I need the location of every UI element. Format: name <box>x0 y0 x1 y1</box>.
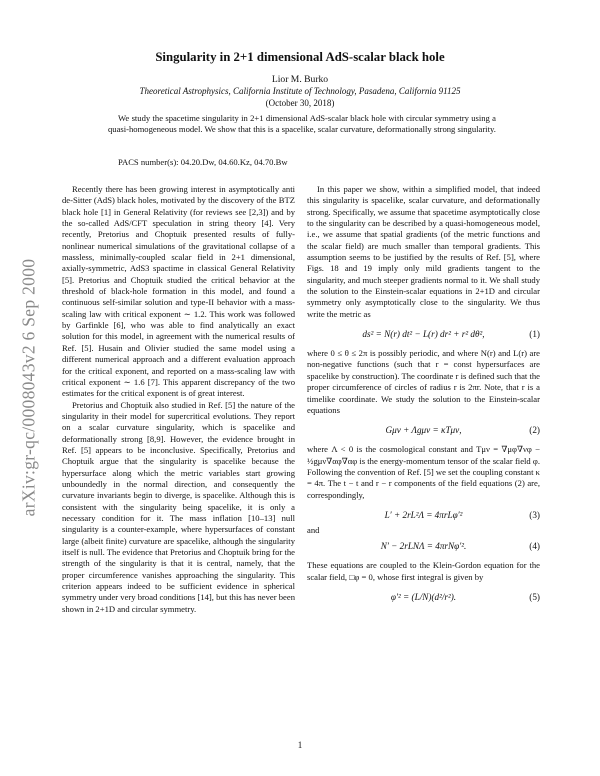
page-number: 1 <box>297 740 303 750</box>
paragraph: Pretorius and Choptuik also studied in Ref. [5] the nature of the singularity in their model for supercritical evolutions. They report on a scalar curvature singularity, which is spacelike and deformationally strong [8,9]. However, the evidence brought in Ref. [5] appears to be inconclusive. Specifically, Pretorius and Choptuik argue that the singularity is spacelike because the hypersurface along which the metric variables start growing unboundedly in the normal direction, and consequently the curvature invariants begin to diverge, is spacelike. Although this is consistent with the singularity being spacelike, it is only a necessary condition for it. The mass inflation [10–13] null singularity is a counter-example, where hypersurfaces of constant large (albeit finite) curvature are spacelike, although the singularity itself is null. The evidence that Pretorius and Choptuik bring for the strength of the singularity is that it is central, namely, that the proper circumference vanishes approaching the singularity. This criterion appears indeed to be sufficient evidence in spherical symmetry under very broad conditions [14], but this has never been shown in 2+1D and circular symmetry. <box>62 399 295 614</box>
equation-1: ds² = N(r) dt² − L(r) dr² + r² dθ², (1) <box>307 324 540 344</box>
paragraph: where 0 ≤ θ ≤ 2π is possibly periodic, and where N(r) and L(r) are non-negative functions (such that r = const hypersurfaces are spacelike by construction). The coordinate r is defined such that the proper circumference of circles of radius r is 2πr. Note, that r is a timelike coordinate. We study the solution to the Einstein-scalar equations <box>307 348 540 415</box>
abstract: We study the spacetime singularity in 2+1 dimensional AdS-scalar black hole with circular symmetry using a quasi-homogeneous model. We show that this is a spacelike, scalar curvature, deformationally strong singularity. <box>108 113 496 135</box>
paper-title: Singularity in 2+1 dimensional AdS-scalar black hole <box>155 50 445 64</box>
equation-number: (1) <box>529 329 540 340</box>
equation-5: φ′² = (L/N)(d²/r²). (5) <box>307 587 540 607</box>
equation-2: Gμν + Λgμν = κTμν, (2) <box>307 420 540 440</box>
pacs-numbers: PACS number(s): 04.20.Dw, 04.60.Kz, 04.70.Bw <box>118 157 288 167</box>
paragraph: where Λ < 0 is the cosmological constant and Tμν = ∇μφ∇νφ − ½gμν∇αφ∇αφ is the energy-momentum tensor of the scalar field φ. Following the convention of Ref. [5] we set the coupling constant κ = 4π. The t − t and r − r components of the field equations (2) are, correspondingly, <box>307 444 540 500</box>
equation-3: L′ + 2rL²Λ = 4πrLφ′² (3) <box>307 505 540 525</box>
paragraph: In this paper we show, within a simplified model, that indeed this singularity is spacelike, scalar curvature, and deformationally strong. Specifically, we assume that spacetime asymptotically close to the singularity can be described by a quasi-homogeneous model, i.e., we assume that spatial gradients (of the metric functions and the scalar field) are much smaller than temporal gradients. This assumption seems to be justified by the results of Ref. [5], where Figs. 18 and 19 imply only mild gradients tangent to the singularity, and much steeper gradients normal to it. We shall study the solution to the Einstein-scalar equations in 2+1D and circular symmetry only asymptotically close to the singularity. We thus write the metric as <box>307 184 540 319</box>
date: (October 30, 2018) <box>265 98 335 108</box>
author: Lior M. Burko <box>271 74 329 85</box>
affiliation: Theoretical Astrophysics, California Institute of Technology, Pasadena, California 91125 <box>139 86 461 96</box>
equation-4: N′ − 2rLNΛ = 4πrNφ′². (4) <box>307 536 540 556</box>
right-column <box>307 184 540 607</box>
arxiv-side-label: arXiv:gr-qc/0008043v2 6 Sep 2000 <box>18 258 39 517</box>
equation-number: (2) <box>529 425 540 436</box>
paragraph: These equations are coupled to the Klein-Gordon equation for the scalar field, □φ = 0, whose first integral is given by <box>307 560 540 582</box>
equation-number: (4) <box>529 541 540 552</box>
equation-number: (5) <box>529 591 540 602</box>
left-column <box>62 184 295 615</box>
paragraph: and <box>307 524 320 535</box>
equation-number: (3) <box>529 509 540 520</box>
paragraph: Recently there has been growing interest in asymptotically anti de-Sitter (AdS) black holes, motivated by the discovery of the BTZ black hole [1] in General Relativity (for reviews see [2,3]) and by the so-called AdS/CFT speculation in string theory [4]. Very recently, Pretorius and Choptuik presented results of fully-nonlinear numerical simulations of the gravitational collapse of a massless, minimally-coupled scalar field in 2+1 dimensional, axially-symmetric, AdS3 spactime in classical General Relativity [5]. Pretorius and Choptuik studied the critical behavior at the threshold of black-hole formation in this model, and found a continuous self-similar solution and type-II behavior with a mass-scaling law with critical exponent ∼ 1.2. This work was followed by Garfinkle [6], who was able to find analytically an exact solution for this model, in agreement with the numerical results of Ref. [5]. Husain and Olivier studied the same model using a different numerical approach and a different evaluation approach for the critical exponent, and reported on a mass-scaling law with critical exponent ∼ 1.6 [7]. This apparent discrepancy of the two estimates for the critical exponent is of great interest. <box>62 184 295 399</box>
